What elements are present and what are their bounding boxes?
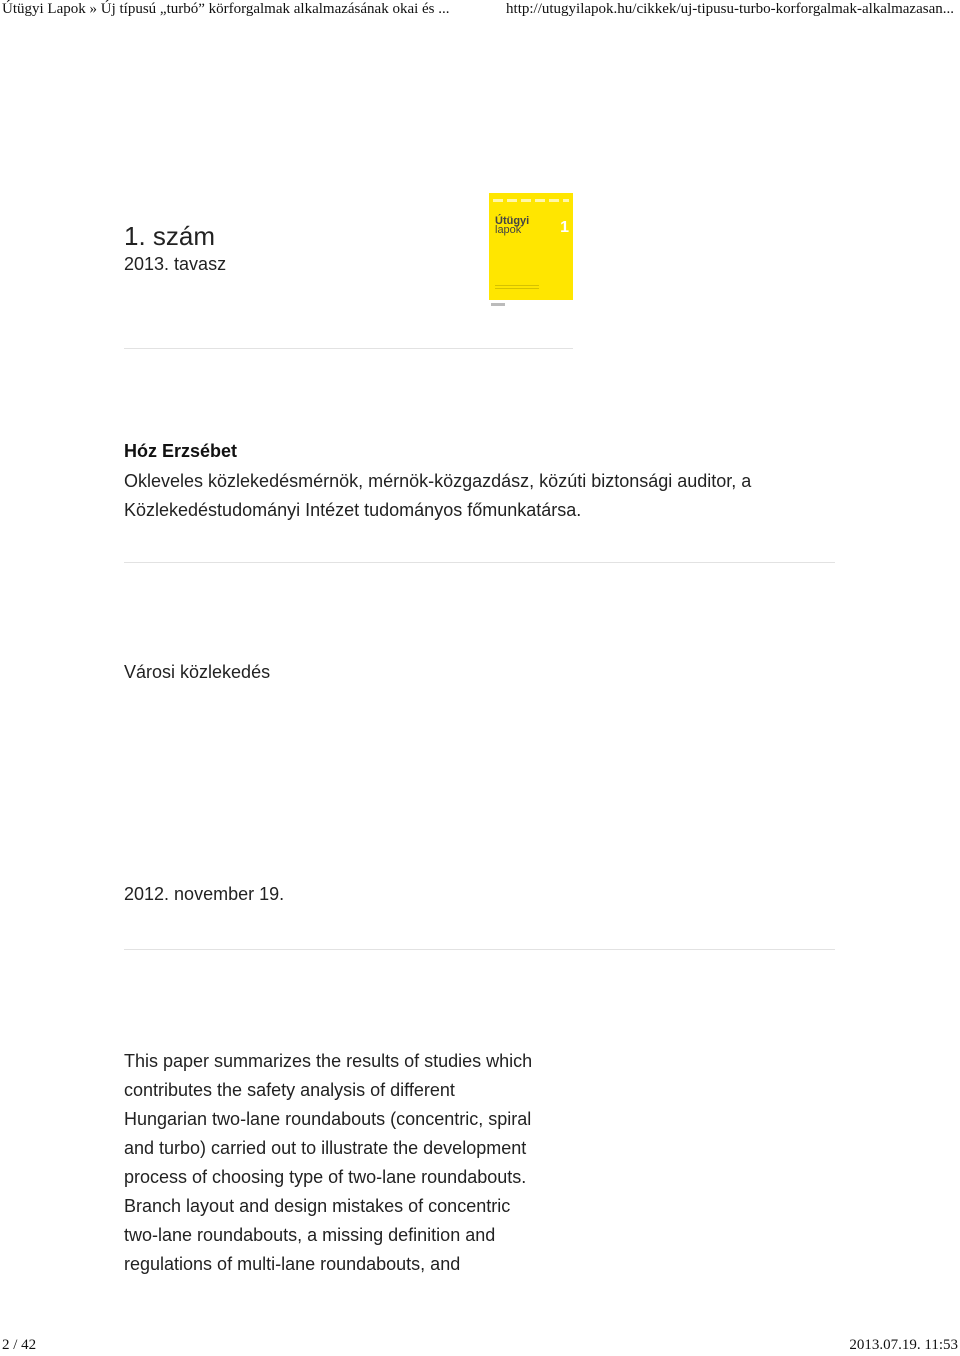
author-name: Hóz Erzsébet [124, 441, 238, 461]
divider [124, 562, 835, 563]
abstract-line: regulations of multi-lane roundabouts, and [124, 1254, 461, 1274]
cover-stripes [493, 199, 569, 202]
issue-season: 2013. tavasz [124, 254, 227, 274]
cover-title-line2: lapok [495, 224, 522, 236]
abstract-line: Hungarian two-lane roundabouts (concentric, spiral [124, 1109, 532, 1129]
print-header-url: http://utugyilapok.hu/cikkek/uj-tipusu-turbo-korforgalmak-alkalmazasan... [506, 1, 954, 17]
abstract-line: This paper summarizes the results of studies which [124, 1051, 533, 1071]
divider [124, 949, 835, 950]
issue-cover-image[interactable] [489, 193, 573, 300]
cover-number: 1 [560, 219, 569, 236]
cover-title [495, 217, 529, 235]
issue-number: 1. szám [124, 221, 216, 251]
print-header-title: Útügyi Lapok » Új típusú „turbó” körforgalmak alkalmazásának okai és ... [2, 1, 450, 17]
cover-text-lines [495, 283, 539, 289]
abstract-line: and turbo) carried out to illustrate the development [124, 1138, 527, 1158]
author-bio: Okleveles közlekedésmérnök, mérnök-közgazdász, közúti biztonsági auditor, a Közlekedéstudományi Intézet tudományos főmunkatársa. [124, 471, 752, 520]
cover-title-line1: Útügyi [495, 215, 530, 227]
print-timestamp: 2013.07.19. 11:53 [849, 1337, 958, 1353]
abstract-line: two-lane roundabouts, a missing definition and [124, 1225, 496, 1245]
abstract [124, 1047, 584, 1279]
publication-date: 2012. november 19. [124, 884, 285, 904]
print-header [0, 0, 960, 24]
article-category[interactable]: Városi közlekedés [124, 662, 271, 682]
abstract-line: contributes the safety analysis of different [124, 1080, 455, 1100]
abstract-line: process of choosing type of two-lane roundabouts. [124, 1167, 527, 1187]
cover-caption [491, 303, 505, 306]
abstract-line: Branch layout and design mistakes of concentric [124, 1196, 511, 1216]
divider [124, 348, 573, 349]
print-footer [0, 1337, 960, 1356]
page-counter: 2 / 42 [2, 1337, 37, 1353]
